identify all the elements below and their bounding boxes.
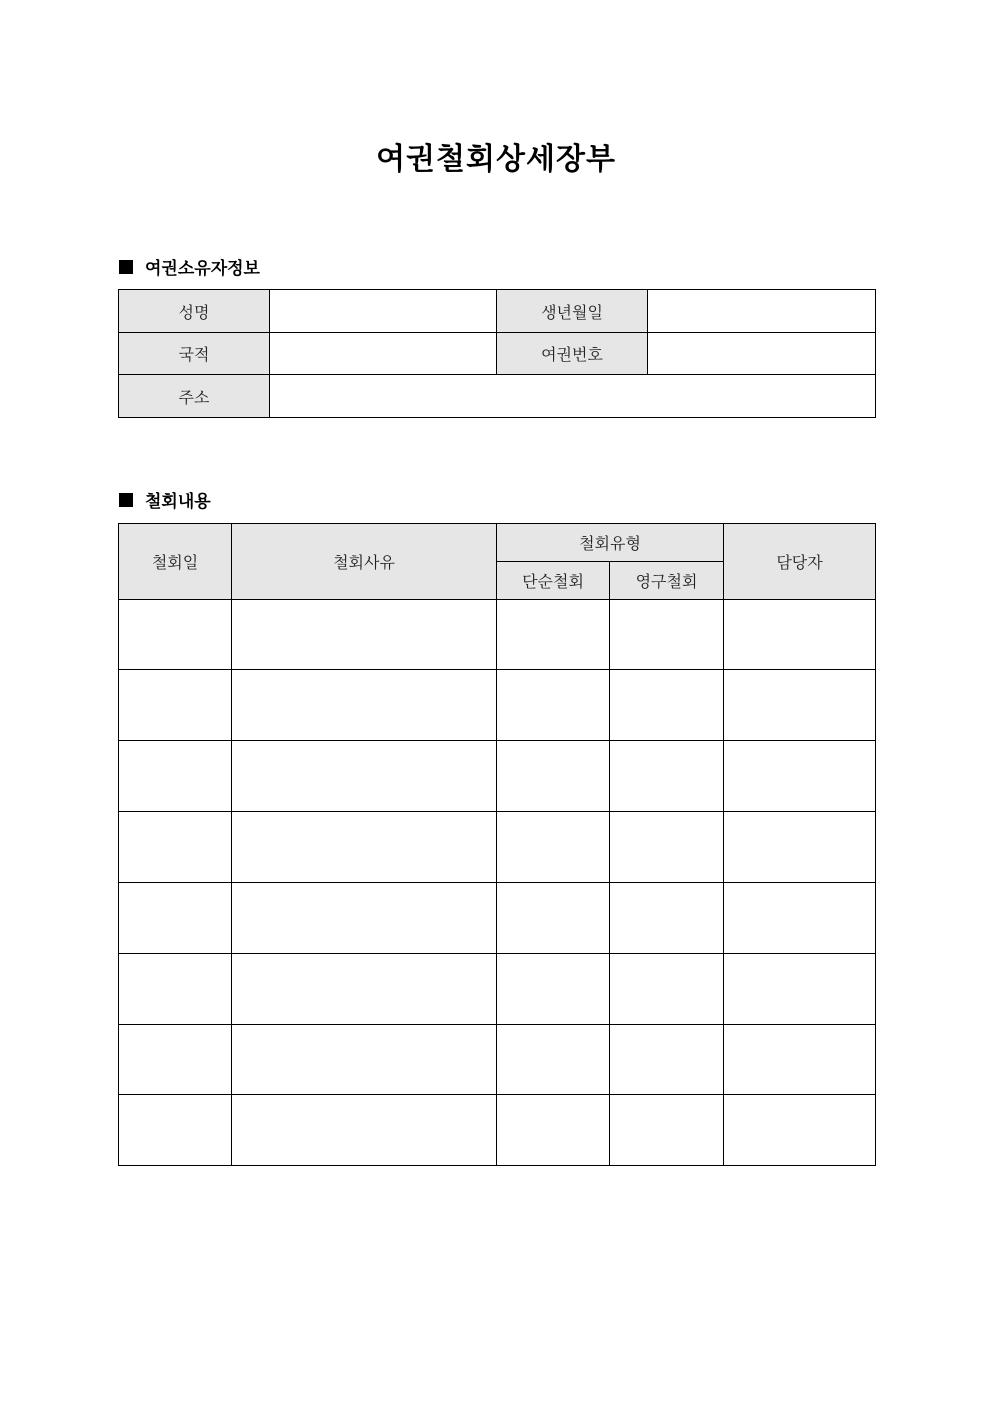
permanent-revocation-cell[interactable] — [610, 812, 724, 883]
reason-cell[interactable] — [232, 1025, 497, 1095]
passport-number-label: 여권번호 — [497, 333, 648, 375]
table-row — [119, 741, 876, 812]
column-header-type-simple: 단순철회 — [497, 562, 610, 600]
revocation-table — [118, 523, 876, 1166]
permanent-revocation-cell[interactable] — [610, 670, 724, 741]
date-cell[interactable] — [119, 670, 232, 741]
simple-revocation-cell[interactable] — [497, 1025, 610, 1095]
revocation-section-heading — [119, 487, 211, 512]
manager-cell[interactable] — [724, 1025, 876, 1095]
document-title: 여권철회상세장부 — [376, 142, 616, 177]
permanent-revocation-cell[interactable] — [610, 1025, 724, 1095]
table-row — [119, 1025, 876, 1095]
birthdate-field[interactable] — [648, 290, 876, 333]
square-bullet-icon — [119, 260, 133, 274]
simple-revocation-cell[interactable] — [497, 883, 610, 954]
name-field[interactable] — [270, 290, 497, 333]
manager-cell[interactable] — [724, 883, 876, 954]
reason-cell[interactable] — [232, 1095, 497, 1166]
square-bullet-icon — [119, 493, 133, 507]
owner-info-table — [118, 289, 876, 418]
simple-revocation-cell[interactable] — [497, 1095, 610, 1166]
date-cell[interactable] — [119, 600, 232, 670]
column-header-date: 철회일 — [119, 524, 232, 600]
manager-cell[interactable] — [724, 1095, 876, 1166]
simple-revocation-cell[interactable] — [497, 812, 610, 883]
manager-cell[interactable] — [724, 741, 876, 812]
address-field[interactable] — [270, 375, 876, 418]
table-row — [119, 954, 876, 1025]
table-row — [119, 600, 876, 670]
permanent-revocation-cell[interactable] — [610, 741, 724, 812]
manager-cell[interactable] — [724, 954, 876, 1025]
column-header-type: 철회유형 — [497, 524, 724, 562]
column-header-manager: 담당자 — [724, 524, 876, 600]
table-row — [119, 670, 876, 741]
column-header-type-permanent: 영구철회 — [610, 562, 724, 600]
manager-cell[interactable] — [724, 812, 876, 883]
date-cell[interactable] — [119, 741, 232, 812]
name-label: 성명 — [119, 290, 270, 333]
permanent-revocation-cell[interactable] — [610, 1095, 724, 1166]
permanent-revocation-cell[interactable] — [610, 954, 724, 1025]
reason-cell[interactable] — [232, 954, 497, 1025]
simple-revocation-cell[interactable] — [497, 670, 610, 741]
date-cell[interactable] — [119, 954, 232, 1025]
nationality-label: 국적 — [119, 333, 270, 375]
reason-cell[interactable] — [232, 812, 497, 883]
passport-number-field[interactable] — [648, 333, 876, 375]
owner-section-heading — [119, 254, 260, 279]
permanent-revocation-cell[interactable] — [610, 883, 724, 954]
simple-revocation-cell[interactable] — [497, 741, 610, 812]
birthdate-label: 생년월일 — [497, 290, 648, 333]
manager-cell[interactable] — [724, 600, 876, 670]
table-row — [119, 883, 876, 954]
address-label: 주소 — [119, 375, 270, 418]
date-cell[interactable] — [119, 883, 232, 954]
date-cell[interactable] — [119, 1095, 232, 1166]
reason-cell[interactable] — [232, 883, 497, 954]
reason-cell[interactable] — [232, 670, 497, 741]
table-row — [119, 812, 876, 883]
nationality-field[interactable] — [270, 333, 497, 375]
table-row — [119, 1095, 876, 1166]
permanent-revocation-cell[interactable] — [610, 600, 724, 670]
reason-cell[interactable] — [232, 600, 497, 670]
date-cell[interactable] — [119, 812, 232, 883]
simple-revocation-cell[interactable] — [497, 600, 610, 670]
owner-section-title: 여권소유자정보 — [145, 259, 260, 279]
manager-cell[interactable] — [724, 670, 876, 741]
reason-cell[interactable] — [232, 741, 497, 812]
revocation-section-title: 철회내용 — [145, 492, 211, 512]
column-header-reason: 철회사유 — [232, 524, 497, 600]
date-cell[interactable] — [119, 1025, 232, 1095]
simple-revocation-cell[interactable] — [497, 954, 610, 1025]
